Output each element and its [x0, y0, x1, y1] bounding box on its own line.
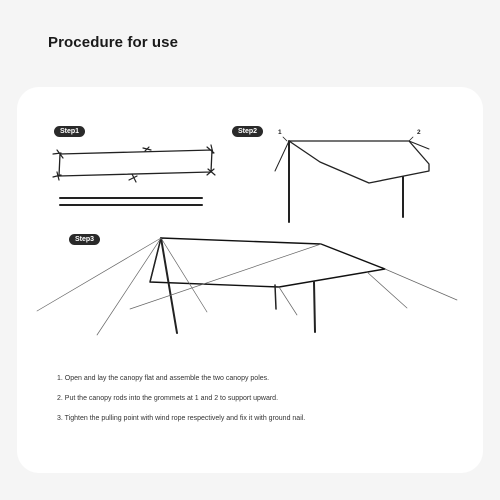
step3-badge: Step3 — [69, 234, 100, 245]
instructions-list — [57, 374, 457, 434]
canopy-raise-illustration — [275, 137, 429, 222]
step2-badge: Step2 — [232, 126, 263, 137]
grommet-1-marker: 1 — [278, 129, 282, 136]
page-title: Procedure for use — [48, 34, 179, 51]
pitched-canopy-illustration — [150, 238, 385, 333]
instruction-card — [17, 87, 483, 473]
wind-ropes-illustration — [37, 238, 457, 335]
grommet-2-marker: 2 — [417, 129, 421, 136]
instruction-3: 3. Tighten the pulling point with wind rope respectively and fix it with ground nail. — [57, 415, 306, 422]
step1-badge: Step1 — [54, 126, 85, 137]
instruction-1: 1. Open and lay the canopy flat and assemble the two canopy poles. — [57, 375, 270, 382]
canopy-poles-illustration — [60, 198, 202, 205]
flat-canopy-illustration — [53, 145, 215, 182]
instruction-2: 2. Put the canopy rods into the grommets at 1 and 2 to support upward. — [57, 395, 279, 402]
